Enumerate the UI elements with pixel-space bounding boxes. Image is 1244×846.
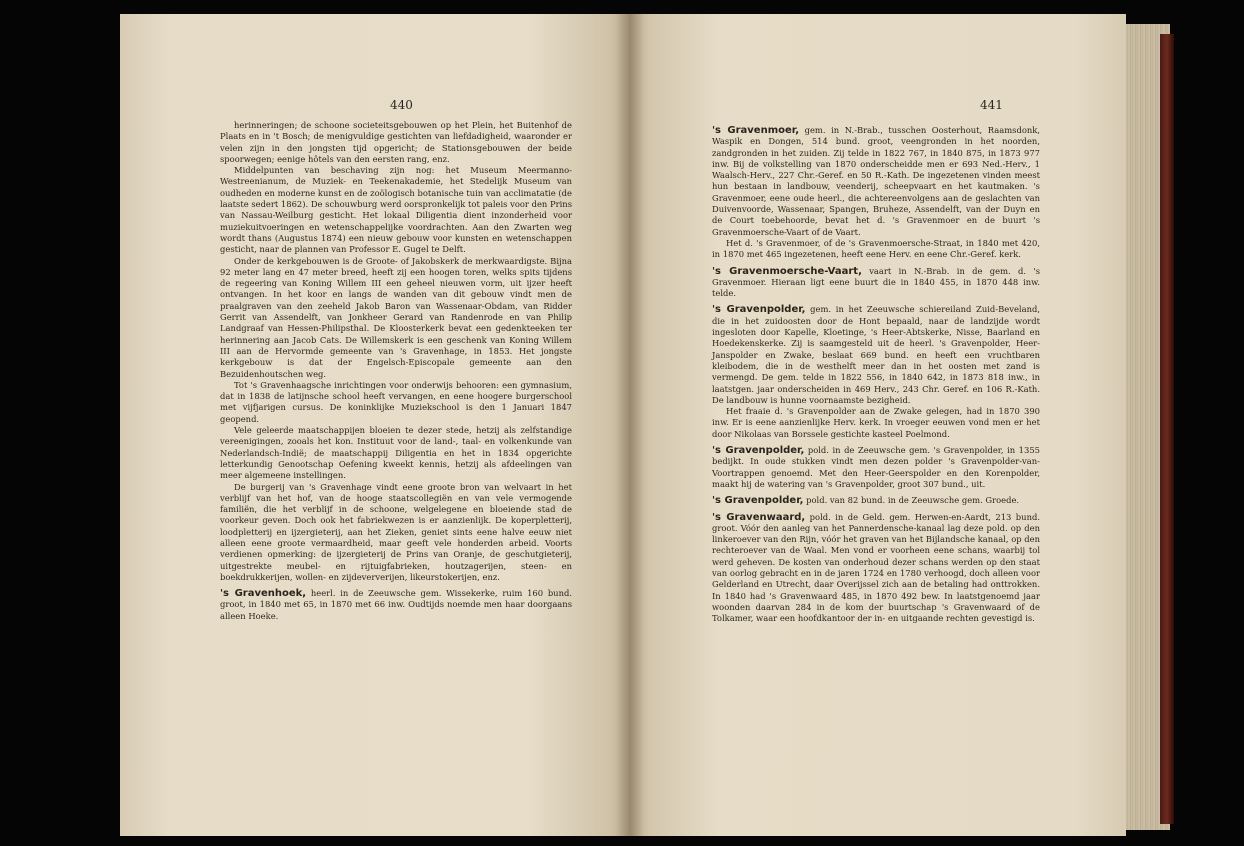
paragraph-text: De burgerij van 's Gravenhage vindt eene groote bron van welvaart in het verblijf van het hof, van de hooge staatscollegiën en van vele vermogende familiën, die het verblijf in de schoone, welgelegene en bloeiende stad de voorkeur geven. Doch ook het fabriekwezen is er aanzienlijk. De koperpletterij, loodpletterij en ijzergieterij, aan het Zieken, geniet sints eene halve eeuw niet alleen eene groote vermaardheid, maar geeft vele honderden arbeid. Voorts verdienen opmerking: de ijzergieterij de Prins van Oranje, de geschutgieterij, uitgestrekte meubel- en rijtuigfabrieken, houtzagerijen, steen- en boekdrukkerijen, wollen- en zijdeververijen, likeurstokerijen, enz.	[220, 481, 572, 582]
paragraph-text: gem. in het Zeeuwsche schiereiland Zuid-Beveland, die in het zuidoosten door de Hont bepaald, naar de landzijde wordt ingesloten door Kapelle, Kloetinge, 's Heer-Abtskerke, Nisse, Baarland en Hoedekenskerke. Zij is saamgesteld uit de heerl. 's Gravenpolder, Heer-Janspolder en Zwake, beslaat 669 bund. en heeft een vruchtbaren kleibodem, die in de westhelft meer dan in het oosten met zand is vermengd. De gem. telde in 1822 556, in 1840 642, in 1873 818 inw., in laatstgen. jaar onderscheiden in 469 Herv., 243 Chr. Geref. en 106 R.-Kath. De landbouw is hunne voornaamste bezigheid.	[712, 304, 1040, 405]
left-page-number: 440	[390, 98, 413, 112]
paragraph-text: heerl. in de Zeeuwsche gem. Wissekerke, ruim 160 bund. groot, in 1840 met 65, in 1870 met 66 inw. Oudtijds noemde men haar doorgaans alleen Hoeke.	[220, 588, 572, 621]
paragraph-text: Vele geleerde maatschappijen bloeien te dezer stede, hetzij als zelfstandige vereenigingen, zooals het kon. Instituut voor de land-, taal- en volkenkunde van Nederlandsch-Indië; de maatschappij Diligentia en het in 1834 opgerichte letterkundig Genootschap Oefening kweekt kennis, hetzij als afdeelingen van meer algemeene instellingen.	[220, 425, 572, 481]
left-page-text	[220, 120, 572, 622]
paragraph-text: gem. in N.-Brab., tusschen Oosterhout, Raamsdonk, Waspik en Dongen, 514 bund. groot, veengronden in het noorden, zandgronden in het zuiden. Zij telde in 1822 767, in 1840 875, in 1873 977 inw. Bij de volkstelling van 1870 onderscheidde men er 693 Ned.-Herv., 1 Waalsch-Herv., 227 Chr.-Geref. en 50 R.-Kath. De ingezetenen vinden meest hun bestaan in landbouw, veenderij, scheepvaart en het kautmaken. 's Gravenmoer, eene oude heerl., die achtereenvolgens aan de geslachten van Duivenvoorde, Wassenaar, Spangen, Bruheze, Assendelft, van der Duyn en de Court toebehoorde, bevat het d. 's Gravenmoer en de buurt 's Gravenmoersche-Vaart of de Vaart.	[712, 125, 1040, 237]
paragraph	[712, 406, 1040, 440]
entry-headword: 's Gravenhoek,	[220, 588, 307, 600]
paragraph-text: pold. van 82 bund. in de Zeeuwsche gem. Groede.	[803, 495, 1020, 506]
left-page	[120, 14, 630, 836]
paragraph-text: Het d. 's Gravenmoer, of de 's Gravenmoersche-Straat, in 1840 met 420, in 1870 met 465 ingezetenen, heeft eene Herv. en eene Chr.-Geref. kerk.	[712, 237, 1040, 260]
open-book	[120, 14, 1170, 836]
paragraph	[220, 256, 572, 380]
book-cover-edge	[1160, 34, 1174, 824]
paragraph-text: Tot 's Gravenhaagsche inrichtingen voor onderwijs behooren: een gymnasium, dat in 1838 de latijnsche school heeft vervangen, en eene hoogere burgerschool met vijfjarigen cursus. De koninklijke Muziekschool is den 1 Januari 1847 geopend.	[220, 379, 572, 424]
paragraph	[220, 588, 572, 622]
paragraph	[712, 445, 1040, 490]
paragraph	[220, 380, 572, 425]
paragraph-text: Middelpunten van beschaving zijn nog: het Museum Meermanno-Westreenianum, de Muziek- en Teekenakademie, het Stedelijk Museum van oudheden en moderne kunst en de zoölogisch botanische tuin van acclimatatie (de laatste sedert 1862). De schouwburg werd oorspronkelijk tot paleis voor den Prins van Nassau-Weilburg gesticht. Het lokaal Diligentia dient inzonderheid voor muziekuitvoeringen en wetenschappelijke voordrachten. Aan den Zwarten weg wordt thans (Augustus 1874) een nieuw gebouw voor kunsten en wetenschappen gesticht, naar de plannen van Professor E. Gugel te Delft.	[220, 165, 572, 255]
paragraph	[712, 304, 1040, 406]
entry-headword: 's Gravenwaard,	[712, 511, 806, 523]
paragraph-text: pold. in de Zeeuwsche gem. 's Gravenpolder, in 1355 bedijkt. In oude stukken vindt men dezen polder 's Gravenpolder-van-Voortrappen genoemd. Met den Heer-Geerspolder en den Korenpolder, maakt hij de watering van 's Gravenpolder, groot 307 bund., uit.	[712, 445, 1040, 489]
paragraph-text: Onder de kerkgebouwen is de Groote- of Jakobskerk de merkwaardigste. Bijna 92 meter lang en 47 meter breed, heeft zij een hoogen toren, welks spits tijdens de regeering van Koning Willem III een geheel nieuwen vorm, uit ijzer heeft ontvangen. In het koor en langs de wanden van dit gebouw vindt men de praalgraven van den zeeheld Jakob Baron van Wassenaar-Obdam, van Ridder Gerrit van Assendelft, van Jonkheer Gerard van Randenrode en van Philip Landgraaf van Hessen-Philipsthal. De Kloosterkerk bevat een gedenkteeken ter herinnering aan Jacob Cats. De Willemskerk is een geschenk van Koning Willem III aan de Hervormde gemeente van 's Gravenhage, in 1853. Het jongste kerkgebouw is dat der Engelsch-Episcopale gemeente aan den Bezuidenhoutschen weg.	[220, 255, 572, 379]
paragraph-text: pold. in de Geld. gem. Herwen-en-Aardt, 213 bund. groot. Vóór den aanleg van het Pannerdensche-kanaal lag deze pold. op den linkeroever van den Rijn, vóór het graven van het Bijlandsche kanaal, op den rechteroever van de Waal. Men vond er voorheen eene schans, waarbij tol werd geheven. De kosten van onderhoud dezer schans werden op den staat van oorlog gebracht en in de jaren 1724 en 1780 verhoogd, doch alleen voor Gelderland en Utrecht, daar Overijssel zich aan de betaling had onttrokken. In 1840 had 's Gravenwaard 485, in 1870 492 bew. In laatstgenoemd jaar woonden daarvan 284 in de kom der buurtschap 's Gravenwaard of de Tolkamer, waar een hoofdkantoor der in- en uitgaande rechten gevestigd is.	[712, 511, 1040, 624]
paragraph	[712, 266, 1040, 300]
entry-headword: 's Gravenpolder,	[712, 495, 804, 507]
paragraph-text: Het fraaie d. 's Gravenpolder aan de Zwake gelegen, had in 1870 390 inw. Er is eene aanzienlijke Herv. kerk. In vroeger eeuwen vond men er het door Nikolaas van Borssele gestichte kasteel Poelmond.	[712, 406, 1040, 439]
paragraph-text: vaart in N.-Brab. in de gem. d. 's Gravenmoer. Hieraan ligt eene buurt die in 1840 455, in 1870 448 inw. telde.	[712, 265, 1040, 299]
entry-headword: 's Gravenpolder,	[712, 445, 805, 457]
paragraph	[220, 425, 572, 481]
paragraph	[712, 495, 1040, 506]
entry-headword: 's Gravenpolder,	[712, 304, 806, 316]
entry-headword: 's Gravenmoersche-Vaart,	[712, 265, 862, 277]
paragraph-text: herinneringen; de schoone societeitsgebouwen op het Plein, het Buitenhof de Plaats en in 't Bosch; de menigvuldige gestichten van liefdadigheid, waaronder er velen zijn in den jongsten tijd opgericht; de Stationsgebouwen der beide spoorwegen; eenige hôtels van den eersten rang, enz.	[220, 120, 572, 164]
paragraph	[220, 120, 572, 165]
right-page-number: 441	[980, 98, 1003, 112]
paragraph	[712, 125, 1040, 238]
entry-headword: 's Gravenmoer,	[712, 125, 800, 136]
paragraph	[712, 512, 1040, 625]
book-gutter	[616, 14, 644, 836]
paragraph	[220, 482, 572, 584]
paragraph	[220, 165, 572, 255]
right-page	[630, 14, 1126, 836]
right-page-text	[712, 120, 1040, 624]
paragraph	[712, 238, 1040, 261]
